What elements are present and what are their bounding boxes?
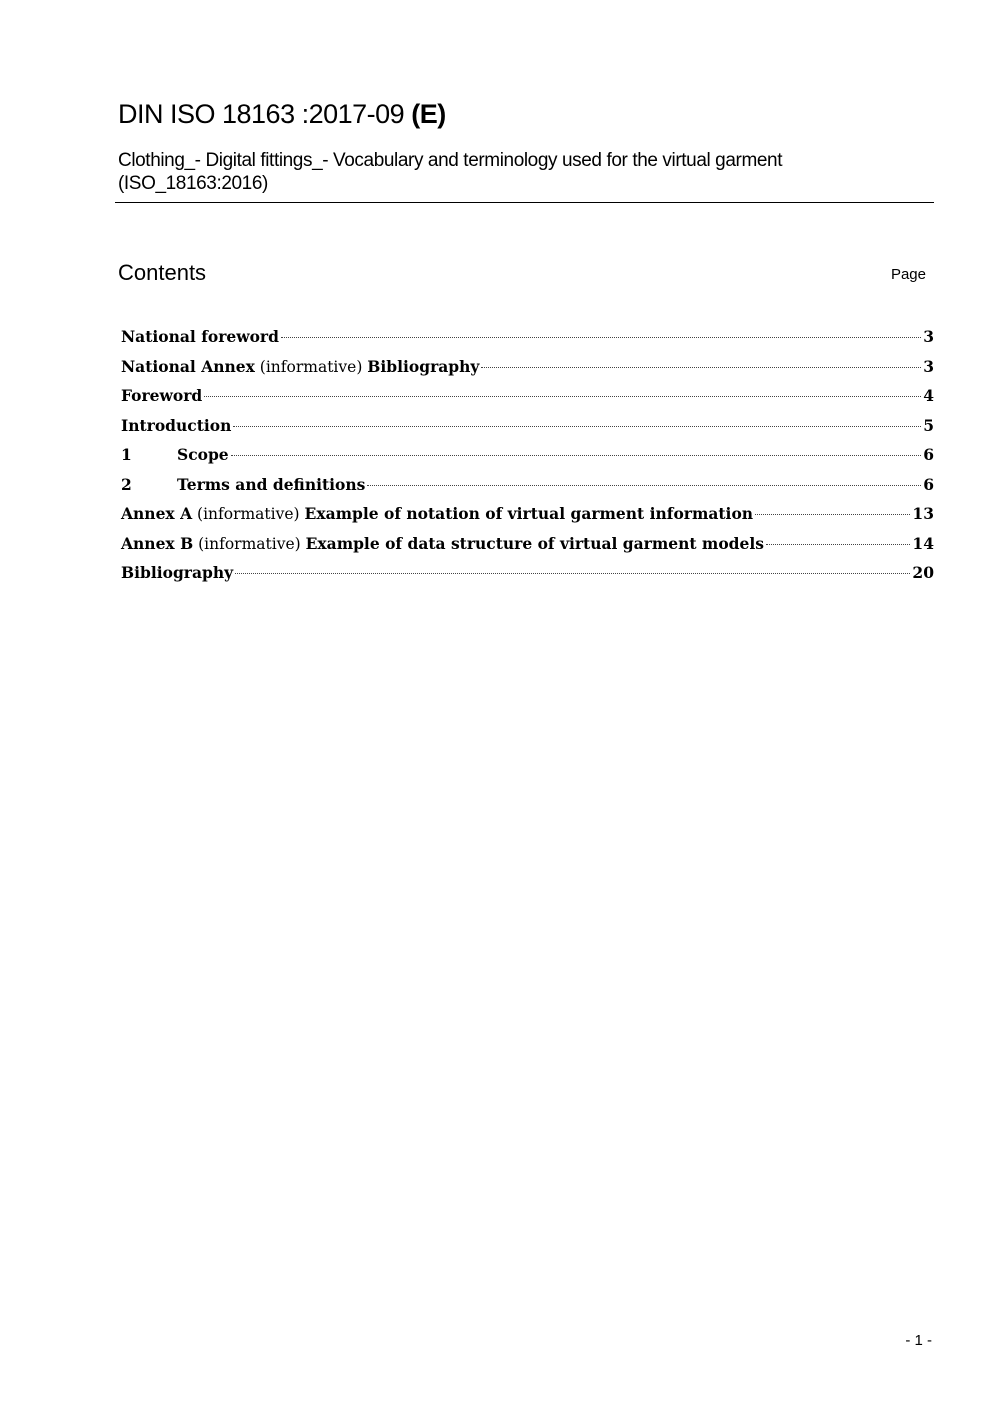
toc-entry-label-rest: Example of data structure of virtual garment models	[305, 533, 764, 553]
toc-entry-scope[interactable]	[121, 443, 934, 473]
toc-entry-label-main: National Annex	[121, 356, 255, 376]
table-of-contents	[121, 325, 934, 591]
toc-entry-foreword[interactable]	[121, 384, 934, 414]
toc-leader-dots	[235, 573, 910, 574]
toc-entry-label: Introduction	[121, 415, 232, 435]
toc-entry-annex-a[interactable]	[121, 502, 934, 532]
page-column-heading: Page	[890, 266, 926, 283]
toc-page-number: 14	[912, 533, 934, 553]
toc-leader-dots	[281, 337, 921, 338]
toc-entry-label: Bibliography	[121, 563, 234, 582]
toc-leader-dots	[367, 485, 921, 486]
toc-entry-label: National foreword	[121, 327, 279, 346]
toc-page-number: 3	[923, 327, 934, 346]
toc-entry-label: Terms and definitions	[177, 474, 366, 494]
toc-page-number: 6	[923, 445, 934, 464]
toc-page-number: 3	[923, 356, 934, 376]
toc-entry-label	[121, 532, 764, 556]
toc-leader-dots	[481, 367, 921, 368]
toc-section-number: 1	[121, 445, 132, 464]
toc-page-number: 13	[912, 504, 934, 523]
toc-entry-introduction[interactable]	[121, 414, 934, 444]
toc-entry-label	[121, 502, 753, 526]
toc-entry-label-rest: Bibliography	[367, 356, 480, 376]
toc-leader-dots	[233, 426, 921, 427]
toc-section-number: 2	[121, 474, 132, 494]
toc-entry-label-rest: Example of notation of virtual garment information	[304, 504, 754, 523]
toc-leader-dots	[766, 544, 910, 545]
footer-page-number: - 1 -	[905, 1332, 932, 1349]
toc-page-number: 4	[923, 386, 934, 405]
toc-leader-dots	[204, 396, 921, 397]
toc-entry-label-informative: (informative)	[192, 505, 305, 523]
document-identifier	[118, 96, 446, 132]
document-number: DIN ISO 18163 :2017-09	[118, 99, 405, 129]
toc-entry-national-annex[interactable]	[121, 355, 934, 385]
document-title: Clothing_- Digital fittings_- Vocabulary and terminology used for the virtual garment (ISO_18163:2016)	[118, 150, 783, 194]
toc-entry-national-foreword[interactable]	[121, 325, 934, 355]
toc-leader-dots	[755, 514, 910, 515]
toc-entry-label	[121, 355, 479, 379]
contents-heading: Contents	[118, 260, 207, 285]
toc-entry-terms-and-definitions[interactable]	[121, 473, 934, 503]
document-language-suffix: (E)	[411, 99, 446, 129]
toc-entry-label-main: Annex B	[121, 533, 194, 553]
toc-entry-label: Foreword	[121, 386, 203, 405]
toc-entry-label-main: Annex A	[121, 504, 193, 523]
toc-entry-label-informative: (informative)	[254, 357, 368, 376]
toc-leader-dots	[231, 455, 922, 456]
title-divider	[115, 202, 934, 203]
toc-page-number: 5	[923, 415, 934, 435]
toc-entry-label-informative: (informative)	[193, 534, 306, 553]
toc-entry-label: Scope	[177, 445, 229, 464]
toc-page-number: 20	[912, 563, 934, 582]
toc-entry-bibliography[interactable]	[121, 561, 934, 591]
toc-page-number: 6	[923, 474, 934, 494]
toc-entry-annex-b[interactable]	[121, 532, 934, 562]
